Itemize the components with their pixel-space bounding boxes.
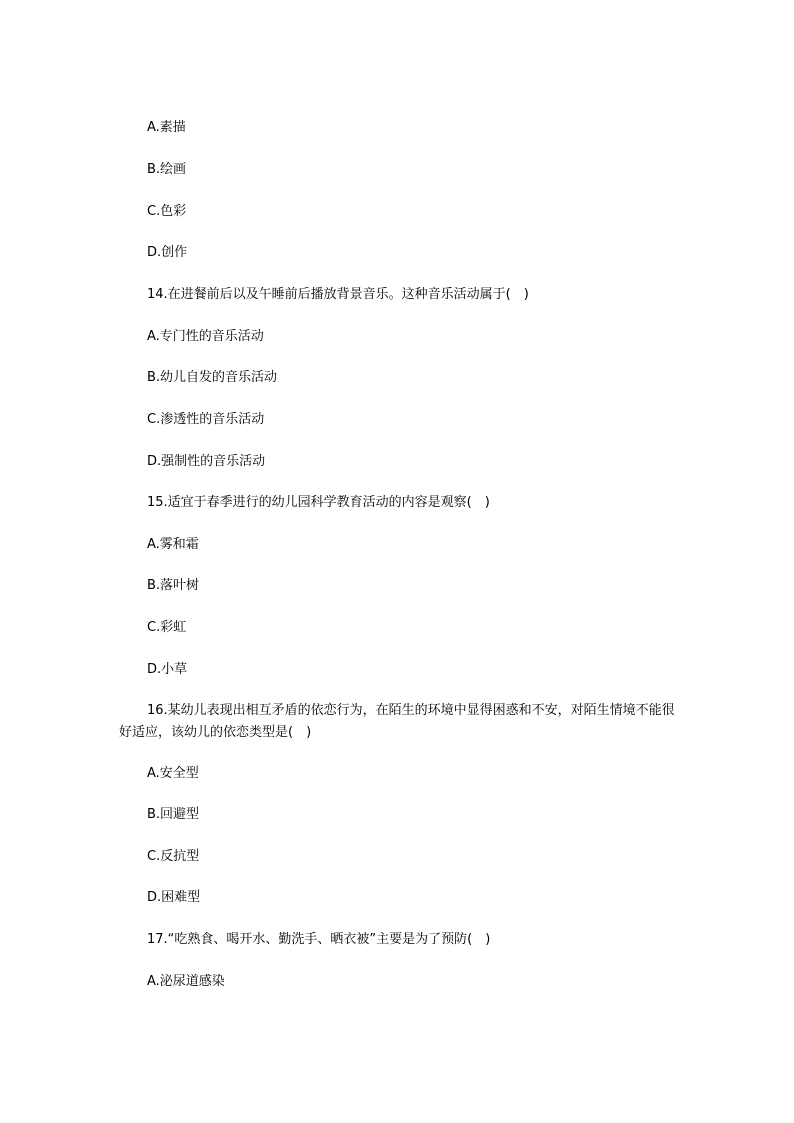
option-d-q13: D.创作 bbox=[147, 245, 188, 260]
question-15: 15.适宜于春季进行的幼儿园科学教育活动的内容是观察( ) bbox=[147, 495, 490, 510]
option-b-q14: B.幼儿自发的音乐活动 bbox=[147, 370, 278, 385]
option-a-q14: A.专门性的音乐活动 bbox=[147, 329, 264, 344]
option-d-q15: D.小草 bbox=[147, 662, 188, 677]
option-c-q13: C.色彩 bbox=[147, 204, 187, 219]
option-b-q13: B.绘画 bbox=[147, 162, 187, 177]
option-b-q15: B.落叶树 bbox=[147, 578, 200, 593]
option-a-q16: A.安全型 bbox=[147, 766, 199, 781]
option-c-q14: C.渗透性的音乐活动 bbox=[147, 412, 265, 427]
option-c-q15: C.彩虹 bbox=[147, 620, 187, 635]
option-a-q13: A.素描 bbox=[147, 120, 186, 135]
question-16: 16.某幼儿表现出相互矛盾的依恋行为，在陌生的环境中显得困惑和不安，对陌生情境不能很好适应，该幼儿的依恋类型是( ) bbox=[119, 703, 675, 740]
option-a-q17: A.泌尿道感染 bbox=[147, 974, 225, 989]
question-17: 17.“吃熟食、喝开水、勤洗手、晒衣被”主要是为了预防( ) bbox=[147, 932, 491, 947]
option-d-q16: D.困难型 bbox=[147, 890, 201, 905]
option-b-q16: B.回避型 bbox=[147, 807, 200, 822]
option-a-q15: A.雾和霜 bbox=[147, 537, 199, 552]
option-c-q16: C.反抗型 bbox=[147, 849, 200, 864]
option-d-q14: D.强制性的音乐活动 bbox=[147, 454, 266, 469]
question-14: 14.在进餐前后以及午睡前后播放背景音乐。这种音乐活动属于( ) bbox=[147, 287, 529, 302]
